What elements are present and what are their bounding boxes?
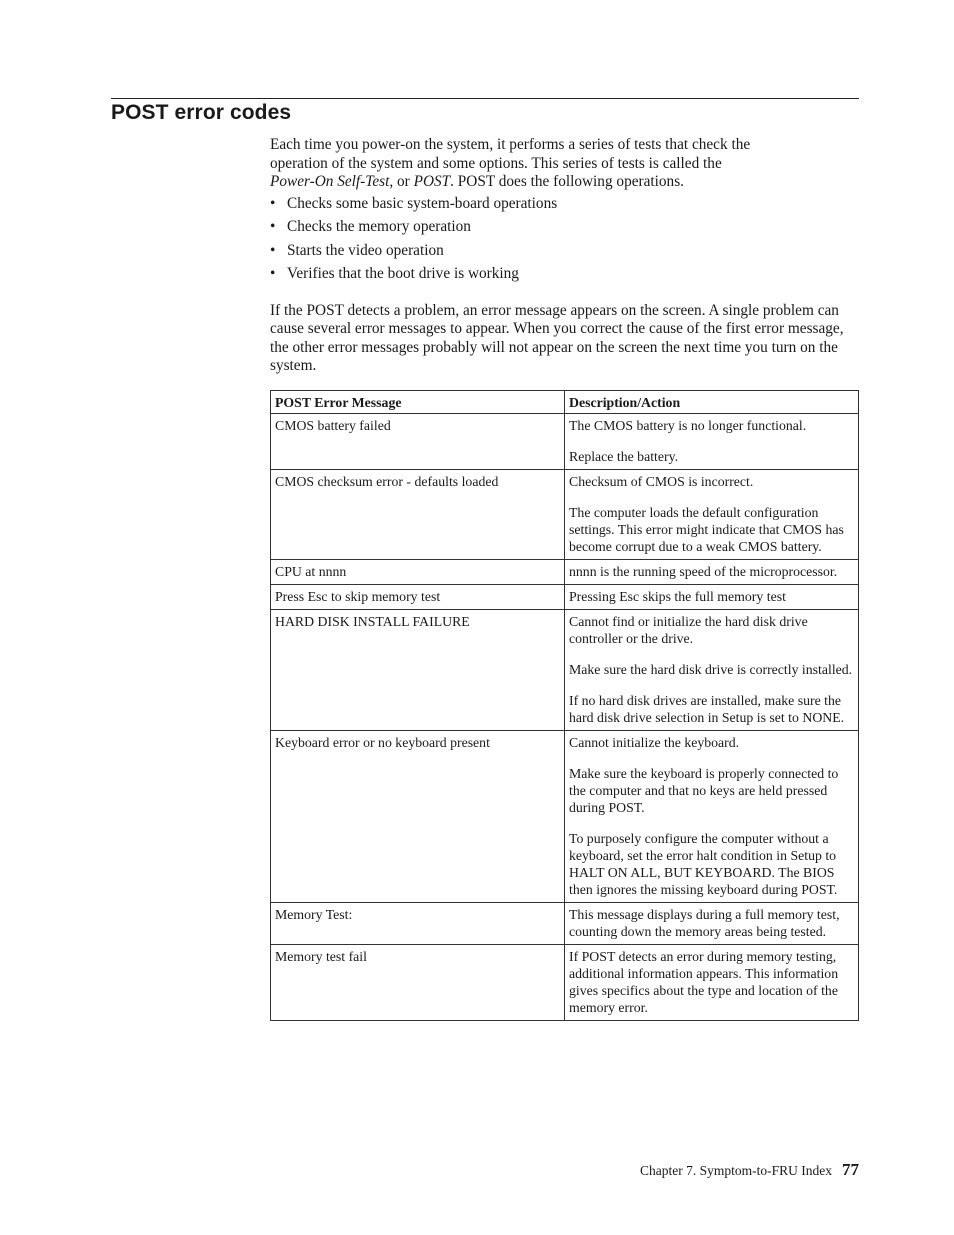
description-cell — [565, 584, 859, 609]
description-text: Pressing Esc skips the full memory test — [569, 588, 786, 604]
table-row — [271, 413, 859, 469]
table-row — [271, 609, 859, 730]
column-header-message: POST Error Message — [271, 390, 565, 413]
header-rule — [111, 98, 859, 99]
chapter-title: Chapter 7. Symptom-to-FRU Index — [640, 1163, 832, 1178]
description-text: This message displays during a full memory test, counting down the memory areas being tested. — [569, 906, 840, 939]
description-cell — [565, 609, 859, 730]
intro-paragraph — [270, 136, 860, 192]
description-text: Replace the battery. — [569, 448, 679, 464]
error-message-cell: HARD DISK INSTALL FAILURE — [271, 609, 565, 730]
description-text: The computer loads the default configuration settings. This error might indicate that CMOS has become corrupt due to a weak CMOS battery. — [569, 504, 844, 554]
list-item: • Starts the video operation — [270, 242, 860, 261]
description-text: To purposely configure the computer without a keyboard, set the error halt condition in Setup to HALT ON ALL, BUT KEYBOARD. The BIOS then ignores the missing keyboard during POST. — [569, 830, 838, 897]
table-row — [271, 469, 859, 559]
intro-tail: . POST does the following operations. — [450, 173, 684, 191]
error-paragraph: If the POST detects a problem, an error message appears on the screen. A single problem can cause several error messages to appear. When you correct the cause of the first error message, the other error messages probably will not appear on the screen the next time you turn on the system. — [270, 301, 844, 375]
term-post: POST — [413, 173, 451, 191]
description-cell — [565, 944, 859, 1020]
main-content — [270, 136, 860, 1021]
table-header-row — [271, 390, 859, 413]
description-cell — [565, 902, 859, 944]
description-text: The CMOS battery is no longer functional. — [569, 417, 807, 433]
error-message-cell: CMOS battery failed — [271, 413, 565, 469]
table-row — [271, 584, 859, 609]
error-message-cell: Memory test fail — [271, 944, 565, 1020]
description-text: Cannot initialize the keyboard. — [569, 734, 740, 750]
error-message-cell: CPU at nnnn — [271, 559, 565, 584]
error-message-cell: Press Esc to skip memory test — [271, 584, 565, 609]
page-number: 77 — [842, 1160, 859, 1179]
intro-separator: , or — [389, 173, 414, 191]
description-cell — [565, 469, 859, 559]
table-row — [271, 730, 859, 902]
description-cell — [565, 730, 859, 902]
error-message-cell: Memory Test: — [271, 902, 565, 944]
description-text: nnnn is the running speed of the microprocessor. — [569, 563, 838, 579]
error-message-cell: Keyboard error or no keyboard present — [271, 730, 565, 902]
description-cell — [565, 413, 859, 469]
description-text: If no hard disk drives are installed, make sure the hard disk drive selection in Setup is set to NONE. — [569, 692, 845, 725]
term-power-on-self-test: Power-On Self-Test — [270, 173, 390, 191]
description-text: Make sure the hard disk drive is correctly installed. — [569, 661, 853, 677]
description-text: Make sure the keyboard is properly connected to the computer and that no keys are held pressed during POST. — [569, 765, 839, 815]
description-text: Cannot find or initialize the hard disk drive controller or the drive. — [569, 613, 808, 646]
list-item: • Checks the memory operation — [270, 218, 860, 237]
page-title: POST error codes — [111, 101, 292, 124]
list-item: • Checks some basic system-board operations — [270, 195, 860, 214]
table-row — [271, 902, 859, 944]
description-text: If POST detects an error during memory testing, additional information appears. This information gives specifics about the type and location of the memory error. — [569, 948, 839, 1015]
intro-line-2: operation of the system and some options. This series of tests is called the — [270, 154, 722, 172]
intro-line-1: Each time you power-on the system, it performs a series of tests that check the — [270, 136, 751, 153]
list-item: • Verifies that the boot drive is working — [270, 265, 860, 284]
post-error-table — [270, 390, 859, 1021]
description-text: Checksum of CMOS is incorrect. — [569, 473, 754, 489]
operations-list — [270, 195, 860, 284]
error-message-cell: CMOS checksum error - defaults loaded — [271, 469, 565, 559]
description-cell — [565, 559, 859, 584]
table-row — [271, 559, 859, 584]
page-footer — [640, 1160, 859, 1180]
table-row — [271, 944, 859, 1020]
column-header-description: Description/Action — [565, 390, 859, 413]
